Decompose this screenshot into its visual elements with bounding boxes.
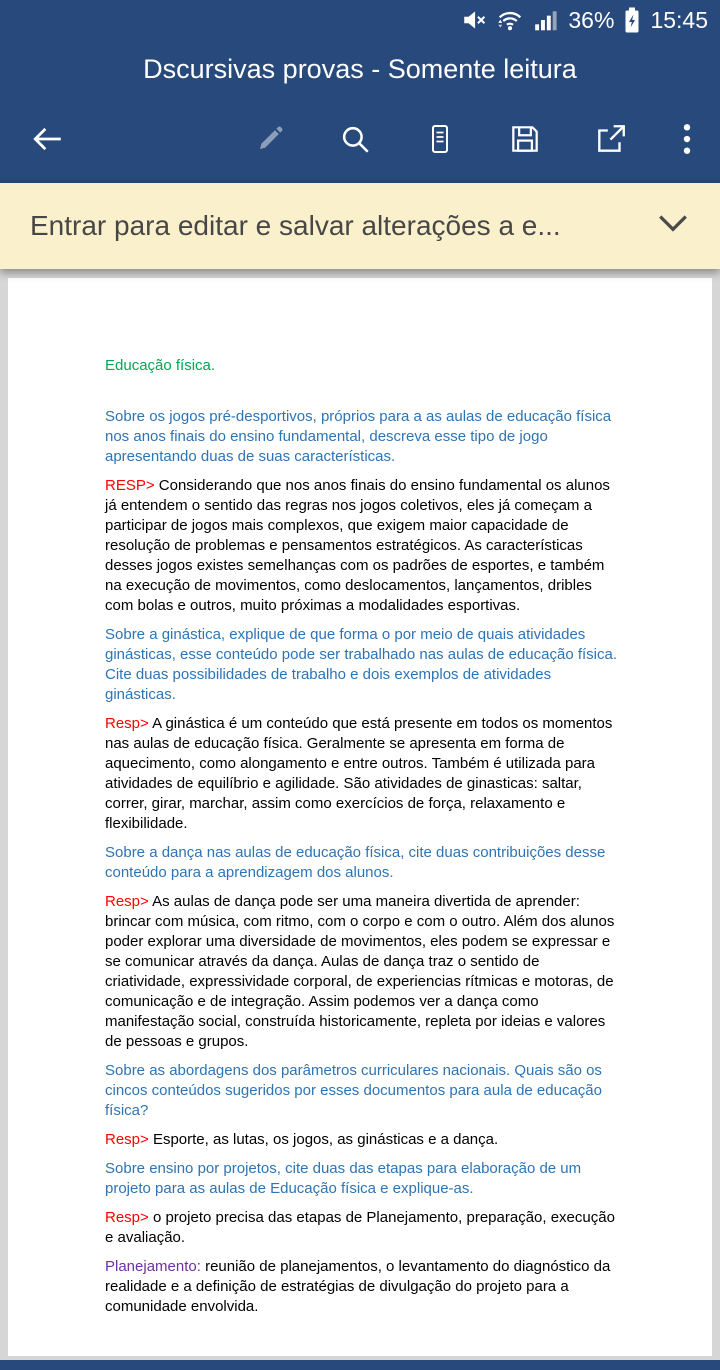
search-icon bbox=[338, 122, 372, 159]
bottom-navigation-bar bbox=[0, 1360, 720, 1370]
back-button[interactable] bbox=[26, 122, 70, 159]
signal-icon bbox=[533, 7, 559, 33]
edit-button[interactable] bbox=[254, 123, 286, 158]
share-icon bbox=[594, 122, 628, 159]
title-bar bbox=[0, 40, 720, 98]
paragraph-heading: Educação física. bbox=[105, 357, 216, 374]
save-icon bbox=[508, 122, 542, 159]
signin-banner-text: Entrar para editar e salvar alterações a e... bbox=[30, 210, 561, 241]
document-page bbox=[8, 278, 712, 1356]
document-title: Dscursivas provas - Somente leitura bbox=[143, 53, 577, 84]
save-button[interactable] bbox=[508, 122, 542, 159]
mobile-view-button[interactable] bbox=[424, 122, 456, 159]
battery-icon bbox=[623, 6, 641, 34]
overflow-menu-icon bbox=[680, 122, 694, 159]
overflow-menu-button[interactable] bbox=[680, 122, 694, 159]
signin-banner[interactable] bbox=[0, 183, 720, 269]
paragraph-question: Sobre as abordagens dos parâmetros curriculares nacionais. Quais são os cincos conteúdos sugeridos por esses documentos para aula de educação física? bbox=[105, 1062, 602, 1119]
answer-prefix: Planejamento: bbox=[105, 1258, 206, 1275]
mobile-view-icon bbox=[424, 122, 456, 159]
answer-prefix: Resp> bbox=[105, 893, 153, 910]
answer-prefix: Resp> bbox=[105, 1209, 153, 1226]
paragraph-answer: Resp> o projeto precisa das etapas de Planejamento, preparação, execução e avaliação. bbox=[105, 1209, 615, 1246]
paragraph-question: Sobre ensino por projetos, cite duas das etapas para elaboração de um projeto para as aulas de Educação física e explique-as. bbox=[105, 1160, 582, 1197]
edit-pencil-icon bbox=[254, 123, 286, 158]
status-bar bbox=[0, 0, 720, 40]
answer-prefix: RESP> bbox=[105, 477, 159, 494]
answer-prefix: Resp> bbox=[105, 715, 153, 732]
mute-icon bbox=[461, 7, 487, 33]
paragraph-question: Sobre os jogos pré-desportivos, próprios para a as aulas de educação física nos anos finais do ensino fundamental, descreva esse tipo de jogo apresentando duas de suas características. bbox=[105, 408, 612, 465]
paragraph-answer: Resp> As aulas de dança pode ser uma maneira divertida de aprender: brincar com música, com ritmo, com o corpo e com o outro. Além dos alunos poder explorar uma diversidade de movimentos, eles podem se expressar e se comunicar através da dança. Aulas de dança traz o sentido de criatividade, expressividade corporal, de experiencias rítmicas e motoras, de comunicação e de integração. Assim podemos ver a dança como manifestação social, construída historicamente, repleta por ideias e valores de pessoas e grupos. bbox=[105, 893, 615, 1050]
answer-prefix: Resp> bbox=[105, 1131, 153, 1148]
search-button[interactable] bbox=[338, 122, 372, 159]
paragraph-answer: Resp> A ginástica é um conteúdo que está presente em todos os momentos nas aulas de educação física. Geralmente se apresenta em forma de aquecimento, como alongamento e entre outros. Também é utilizada para atividades de equilíbrio e agilidade. São atividades de ginasticas: saltar, correr, girar, marchar, assim como exercícios de força, relaxamento e flexibilidade. bbox=[105, 715, 613, 832]
paragraph-question: Sobre a ginástica, explique de que forma o por meio de quais atividades ginásticas, esse conteúdo pode ser trabalhado nas aulas de educação física. Cite duas possibilidades de trabalho e dois exemplos de atividades ginásticas. bbox=[105, 626, 618, 703]
chevron-down-icon[interactable] bbox=[656, 213, 690, 240]
toolbar bbox=[0, 98, 720, 183]
clock: 15:45 bbox=[650, 6, 708, 33]
paragraph-answer: RESP> Considerando que nos anos finais do ensino fundamental os alunos já entendem o sentido das regras nos jogos coletivos, eles já começam a participar de jogos mais complexos, que exigem maior capacidade de resolução de problemas e pensamentos estratégicos. As características desses jogos existes semelhanças com os padrões de esportes, e também na execução de movimentos, como deslocamentos, lançamentos, dribles com bolas e outros, muito próximas a modalidades esportivas. bbox=[105, 477, 610, 614]
back-icon bbox=[26, 122, 70, 159]
wifi-icon bbox=[496, 7, 524, 33]
document-area[interactable] bbox=[0, 269, 720, 1360]
share-button[interactable] bbox=[594, 122, 628, 159]
paragraph-answer: Resp> Esporte, as lutas, os jogos, as ginásticas e a dança. bbox=[105, 1131, 499, 1148]
paragraph-answer: Planejamento: reunião de planejamentos, o levantamento do diagnóstico da realidade e a definição de estratégias de divulgação do projeto para a comunidade envolvida. bbox=[105, 1258, 611, 1315]
paragraph-question: Sobre a dança nas aulas de educação física, cite duas contribuições desse conteúdo para a aprendizagem dos alunos. bbox=[105, 844, 606, 881]
battery-percent: 36% bbox=[568, 6, 615, 33]
